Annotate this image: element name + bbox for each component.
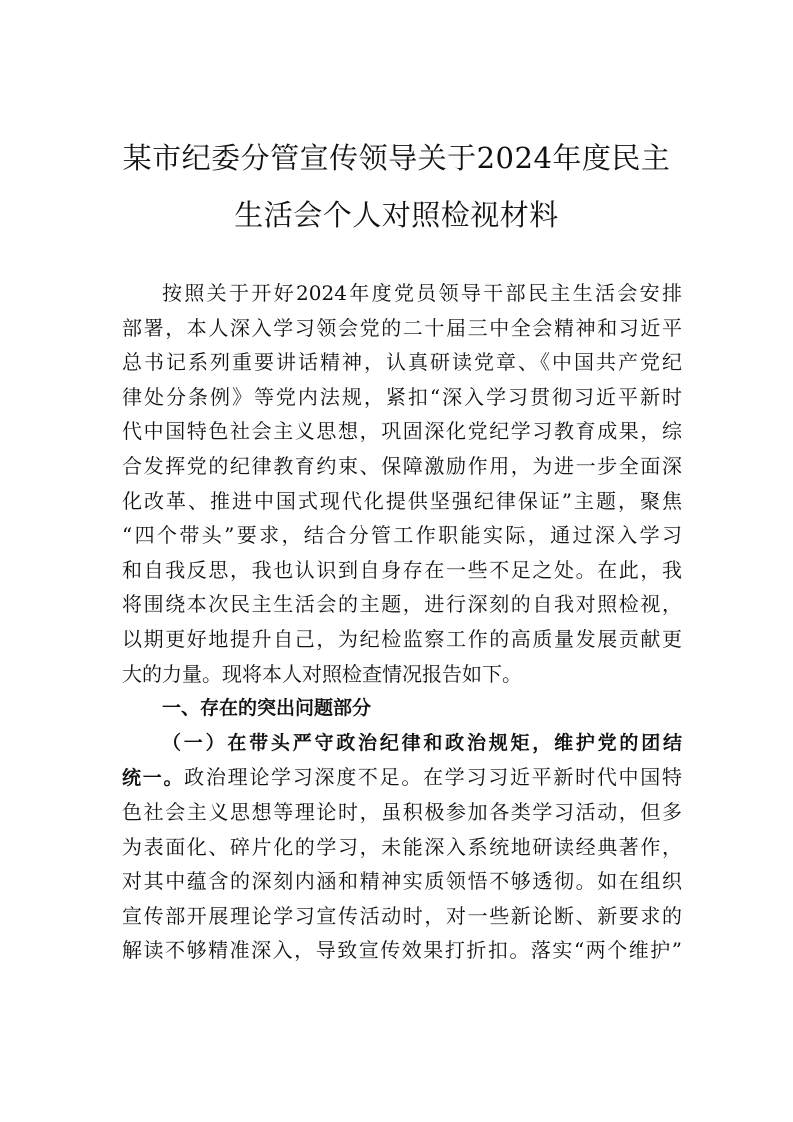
intro-line: 律处分条例》等党内法规，紧扣“深入学习贯彻习近平新时 bbox=[122, 384, 682, 409]
document-title-line-2: 生活会个人对照检视材料 bbox=[234, 198, 559, 232]
body-line: 为表面化、碎片化的学习，未能深入系统地研读经典著作， bbox=[122, 834, 682, 859]
intro-line: 将围绕本次民主生活会的主题，进行深刻的自我对照检视， bbox=[122, 592, 682, 617]
body-line: 对其中蕴含的深刻内涵和精神实质领悟不够透彻。如在组织 bbox=[122, 869, 682, 894]
body-line: 色社会主义思想等理论时，虽积极参加各类学习活动，但多 bbox=[122, 799, 682, 824]
document-title-line-1: 某市纪委分管宣传领导关于2024年度民主 bbox=[122, 141, 671, 175]
intro-line: 合发挥党的纪律教育约束、保障激励作用，为进一步全面深 bbox=[122, 453, 682, 478]
body-line: 宣传部开展理论学习宣传活动时，对一些新论断、新要求的 bbox=[122, 903, 682, 928]
intro-line: 部署，本人深入学习领会党的二十届三中全会精神和习近平 bbox=[122, 315, 682, 340]
intro-line: 和自我反思，我也认识到自身存在一些不足之处。在此，我 bbox=[122, 557, 682, 582]
document-body bbox=[122, 276, 682, 968]
subsection-text: 政治理论学习深度不足。在学习习近平新时代中国特 bbox=[184, 765, 682, 790]
subsection-heading-end: 统一。 bbox=[122, 767, 185, 790]
intro-line: 大的力量。现将本人对照检查情况报告如下。 bbox=[122, 661, 522, 686]
body-line: 解读不够精准深入，导致宣传效果打折扣。落实“两个维护” bbox=[122, 938, 682, 963]
subsection-line bbox=[122, 760, 682, 795]
intro-line: 代中国特色社会主义思想，巩固深化党纪学习教育成果，综 bbox=[122, 419, 682, 444]
intro-line: 总书记系列重要讲话精神，认真研读党章、《中国共产党纪 bbox=[122, 350, 682, 375]
section-heading: 一、存在的突出问题部分 bbox=[162, 697, 372, 720]
intro-line: 按照关于开好2024年度党员领导干部民主生活会安排 bbox=[162, 281, 682, 305]
intro-line: “四个带头”要求，结合分管工作职能实际，通过深入学习 bbox=[122, 523, 682, 548]
intro-line: 以期更好地提升自己，为纪检监察工作的高质量发展贡献更 bbox=[122, 626, 682, 651]
subsection-heading: （一）在带头严守政治纪律和政治规矩，维护党的团结 bbox=[162, 731, 682, 754]
intro-line: 化改革、推进中国式现代化提供坚强纪律保证”主题，聚焦 bbox=[122, 488, 682, 513]
